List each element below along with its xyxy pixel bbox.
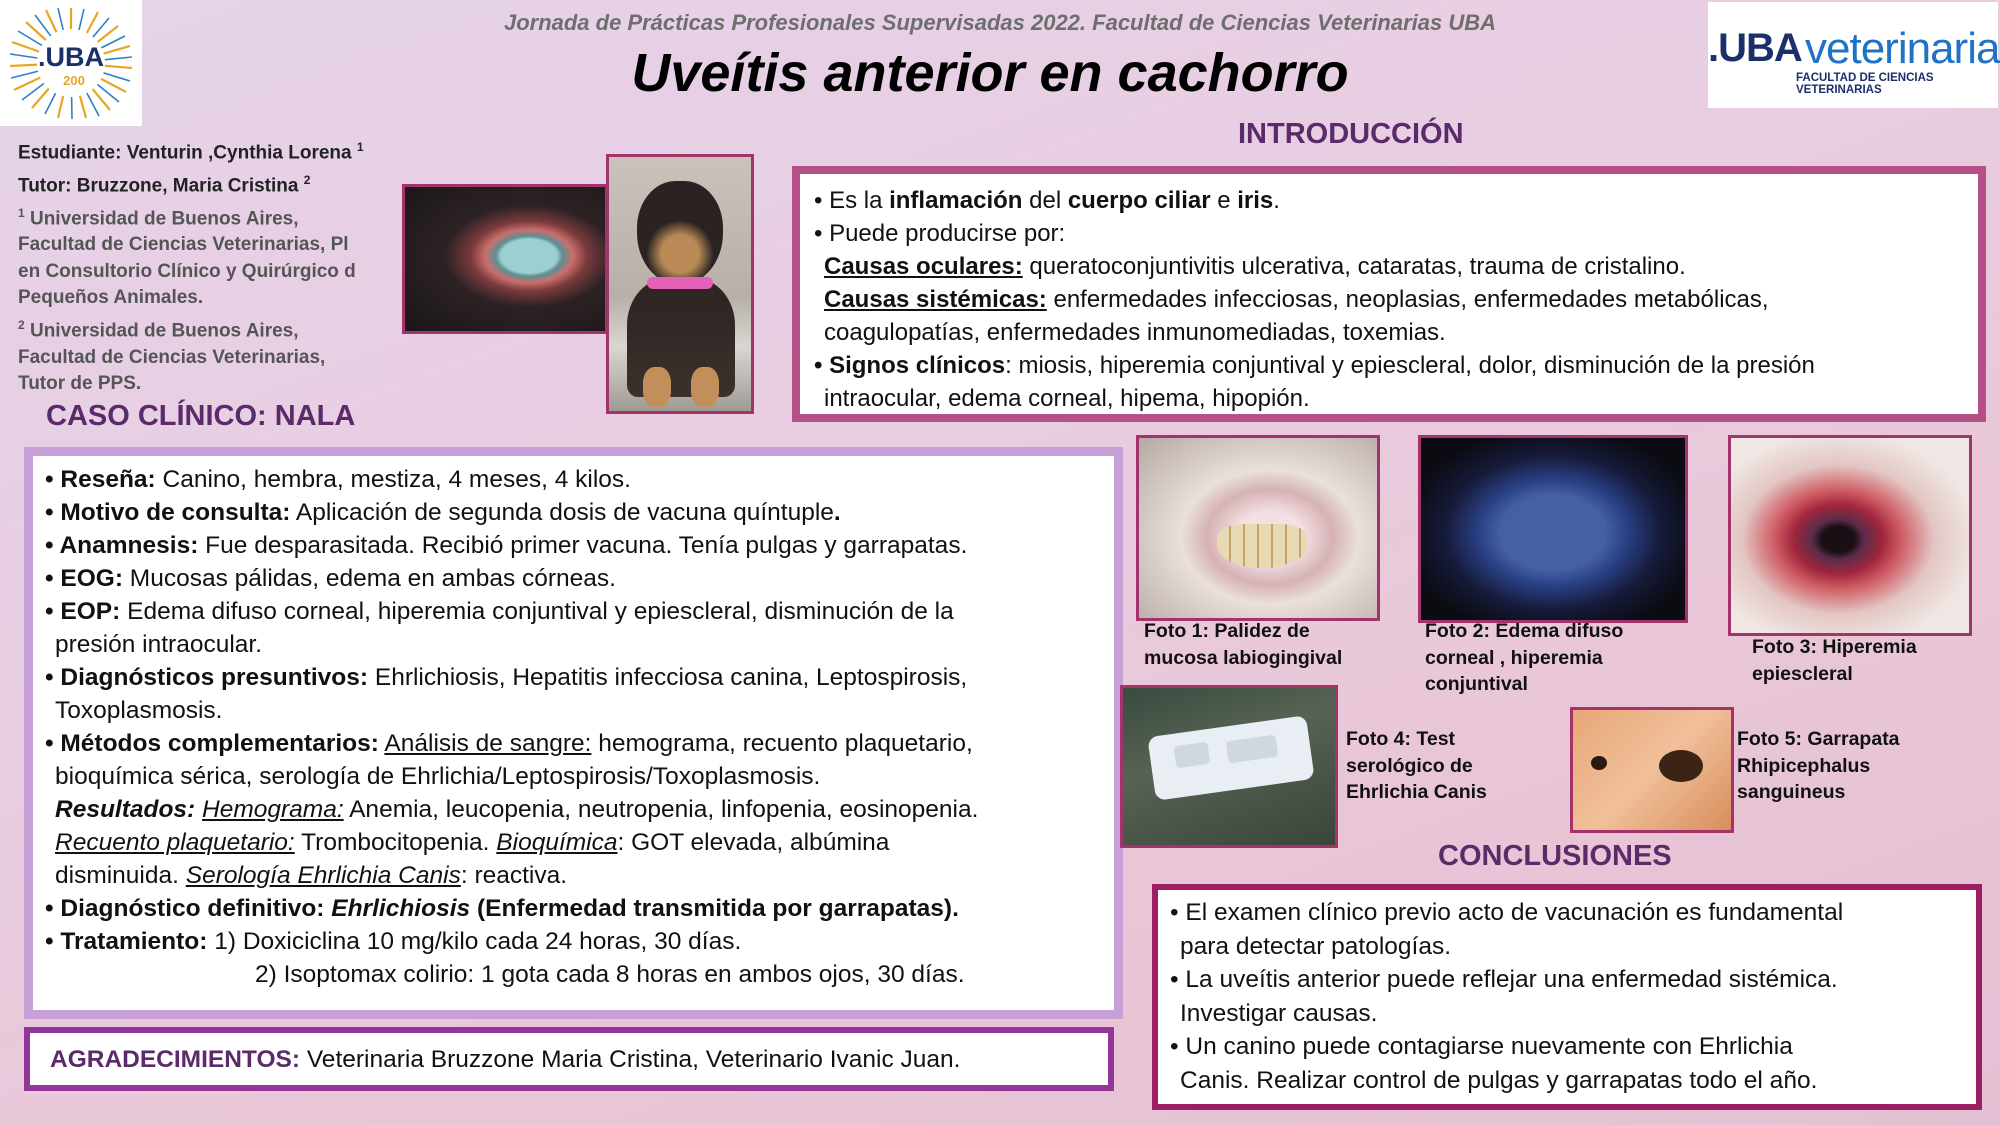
dxp-text: Ehrlichiosis, Hepatitis infecciosa canina, Leptospirosis, (368, 664, 968, 691)
event-header: Jornada de Prácticas Profesionales Supervisadas 2022. Facultad de Ciencias Veterinarias UBA (503, 10, 1497, 35)
resena-label: • Reseña: (45, 466, 156, 493)
foto1-caption-l2: mucosa labiogingival (1144, 646, 1343, 669)
intro-l1-d: cuerpo ciliar (1067, 187, 1211, 214)
logo-uba-text: .UBA (1708, 26, 1802, 70)
intro-systemic-label: Causas sistémicas: (824, 286, 1047, 313)
motivo-end: . (833, 499, 841, 526)
dxd-label: • Diagnóstico definitivo: (45, 895, 332, 922)
eop-text: Edema difuso corneal, hiperemia conjuntival y epiescleral, disminución de la (120, 598, 954, 625)
intro-systemic-text: enfermedades infecciosas, neoplasias, enfermedades metabólicas, (1046, 286, 1769, 313)
metodos-underlined: Análisis de sangre: (384, 730, 592, 757)
dxd-italic: Ehrlichiosis (331, 895, 471, 922)
hemograma-text: Anemia, leucopenia, neutropenia, linfopenia, eosinopenia. (343, 796, 979, 823)
motivo-label: • Motivo de consulta: (45, 499, 291, 526)
intro-l1-b: inflamación (889, 187, 1023, 214)
resultados-label: Resultados: (55, 796, 196, 823)
foto5-caption-l3: sanguineus (1737, 781, 1846, 803)
aff1-line4: Pequeños Animales. (18, 287, 204, 309)
foto3-caption-l2: epiescleral (1752, 662, 1853, 685)
conclusion-1b: para detectar patologías. (1180, 932, 1452, 960)
recuento-text: Trombocitopenia. (294, 829, 497, 856)
caso-box (24, 447, 1123, 1019)
intro-l1-a: • Es la (814, 187, 890, 214)
intro-l1-g: . (1273, 187, 1280, 214)
foto4-caption-l2: serológico de (1346, 754, 1473, 777)
logo-facultad-text: FACULTAD DE CIENCIAS VETERINARIAS (1796, 72, 1934, 96)
aff2-sup: 2 (18, 317, 25, 332)
intro-ocular-label: Causas oculares: (824, 253, 1023, 280)
serologia-text: : reactiva. (460, 862, 568, 889)
student-name: Estudiante: Venturin ,Cynthia Lorena (18, 142, 352, 164)
tratamiento-text: 1) Doxiciclina 10 mg/kilo cada 24 horas, 30 días. (207, 928, 742, 955)
foto4-caption-l3: Ehrlichia Canis (1346, 781, 1487, 803)
aff1-line1: Universidad de Buenos Aires, (24, 207, 299, 229)
tutor-sup: 2 (303, 172, 311, 187)
dxd-text: (Enfermedad transmitida por garrapatas). (470, 895, 959, 922)
bioquimica-label: Bioquímica (496, 829, 618, 856)
conclusion-3b: Canis. Realizar control de pulgas y garrapatas todo el año. (1180, 1066, 1818, 1094)
intro-signs-label: • Signos clínicos (814, 352, 1006, 379)
disminuida-text: disminuida. (55, 862, 186, 889)
foto4-caption-l1: Foto 4: Test (1346, 728, 1456, 750)
foto3-caption (1752, 634, 1917, 687)
intro-l1-c: del (1022, 187, 1068, 214)
foto1-caption-l1: Foto 1: Palidez de (1144, 620, 1310, 642)
intro-l7: intraocular, edema corneal, hipema, hipopión. (824, 385, 1310, 412)
agradecimientos-text: Veterinaria Bruzzone Maria Cristina, Veterinario Ivanic Juan. (300, 1046, 961, 1073)
conclusion-2b: Investigar causas. (1180, 999, 1378, 1027)
foto1-mucosa-photo (1136, 435, 1380, 621)
tratamiento-text2: 2) Isoptomax colirio: 1 gota cada 8 horas en ambos ojos, 30 días. (255, 961, 965, 988)
anamnesis-label: • Anamnesis: (45, 532, 199, 559)
caso-heading: CASO CLÍNICO: NALA (46, 400, 356, 432)
uba-veterinaria-logo (1708, 2, 1998, 108)
agradecimientos-box (24, 1027, 1114, 1091)
aff1-sup: 1 (18, 205, 25, 220)
foto4-test-photo (1120, 685, 1338, 848)
eop-label: • EOP: (45, 598, 121, 625)
uba-200-text: 200 (63, 73, 85, 88)
dxp-label: • Diagnósticos presuntivos: (45, 664, 369, 691)
motivo-text: Aplicación de segunda dosis de vacuna quíntuple (290, 499, 834, 526)
metodos-text: hemograma, recuento plaquetario, (591, 730, 973, 757)
intro-l2: • Puede producirse por: (814, 220, 1066, 247)
tratamiento-label: • Tratamiento: (45, 928, 208, 955)
foto2-cornea-photo (1418, 435, 1688, 623)
aff2-line3: Tutor de PPS. (18, 373, 142, 395)
hemograma-label: Hemograma: (202, 796, 344, 823)
agradecimientos-label: AGRADECIMIENTOS: (50, 1046, 301, 1073)
conclusiones-heading: CONCLUSIONES (1438, 840, 1672, 872)
eye-photo (402, 184, 608, 334)
tutor-name: Tutor: Bruzzone, Maria Cristina (18, 175, 299, 197)
dxp-text2: Toxoplasmosis. (55, 697, 223, 724)
logo-veterinaria-text: veterinaria (1805, 24, 2000, 73)
foto5-caption-l2: Rhipicephalus (1737, 754, 1871, 777)
foto2-caption-l3: conjuntival (1425, 673, 1528, 695)
intro-l1-f: iris (1237, 187, 1274, 214)
recuento-label: Recuento plaquetario: (55, 829, 295, 856)
uba-logo-text: .UBA (38, 42, 104, 72)
resena-text: Canino, hembra, mestiza, 4 meses, 4 kilos. (155, 466, 631, 493)
puppy-photo (606, 154, 754, 414)
intro-box (792, 166, 1986, 422)
metodos-label: • Métodos complementarios: (45, 730, 379, 757)
serologia-label: Serología Ehrlichia Canis (185, 862, 461, 889)
conclusiones-box (1152, 884, 1982, 1110)
sunburst-icon (8, 6, 134, 120)
intro-l1-e: e (1210, 187, 1238, 214)
foto2-caption-l1: Foto 2: Edema difuso (1425, 620, 1624, 642)
foto5-tick-photo (1570, 707, 1734, 833)
foto1-caption (1144, 618, 1342, 671)
intro-heading: INTRODUCCIÓN (1238, 118, 1464, 150)
conclusion-1: • El examen clínico previo acto de vacunación es fundamental (1170, 899, 1844, 926)
student-sup: 1 (356, 140, 364, 154)
conclusion-2: • La uveítis anterior puede reflejar una enfermedad sistémica. (1170, 966, 1838, 993)
foto2-caption-l2: corneal , hiperemia (1425, 646, 1603, 669)
foto3-caption-l1: Foto 3: Hiperemia (1752, 636, 1917, 658)
anamnesis-text: Fue desparasitada. Recibió primer vacuna. Tenía pulgas y garrapatas. (198, 532, 968, 559)
poster-title: Uveítis anterior en cachorro (631, 43, 1349, 103)
bioquimica-text: : GOT elevada, albúmina (617, 829, 890, 856)
foto5-caption-l1: Foto 5: Garrapata (1737, 728, 1900, 750)
conclusion-3: • Un canino puede contagiarse nuevamente con Ehrlichia (1170, 1033, 1793, 1060)
intro-ocular-text: queratoconjuntivitis ulcerativa, cataratas, trauma de cristalino. (1022, 253, 1686, 280)
foto2-caption (1425, 618, 1623, 698)
eog-text: Mucosas pálidas, edema en ambas córneas. (123, 565, 616, 592)
foto3-eye-photo (1728, 435, 1972, 636)
aff1-line3: en Consultorio Clínico y Quirúrgico d (18, 260, 356, 282)
eog-label: • EOG: (45, 565, 123, 592)
intro-signs-text: : miosis, hiperemia conjuntival y epiescleral, dolor, disminución de la presión (1005, 352, 1815, 379)
foto5-caption (1737, 726, 1900, 806)
intro-l5: coagulopatías, enfermedades inmunomediadas, toxemias. (824, 319, 1446, 346)
metodos-text2: bioquímica sérica, serología de Ehrlichia/Leptospirosis/Toxoplasmosis. (55, 763, 821, 790)
aff1-line2: Facultad de Ciencias Veterinarias, Pl (18, 234, 349, 256)
eop-text2: presión intraocular. (55, 631, 263, 658)
author-info (18, 134, 418, 398)
foto4-caption (1346, 726, 1487, 806)
aff2-line1: Universidad de Buenos Aires, (24, 320, 299, 342)
aff2-line2: Facultad de Ciencias Veterinarias, (18, 346, 326, 368)
uba-200-logo (0, 0, 142, 126)
